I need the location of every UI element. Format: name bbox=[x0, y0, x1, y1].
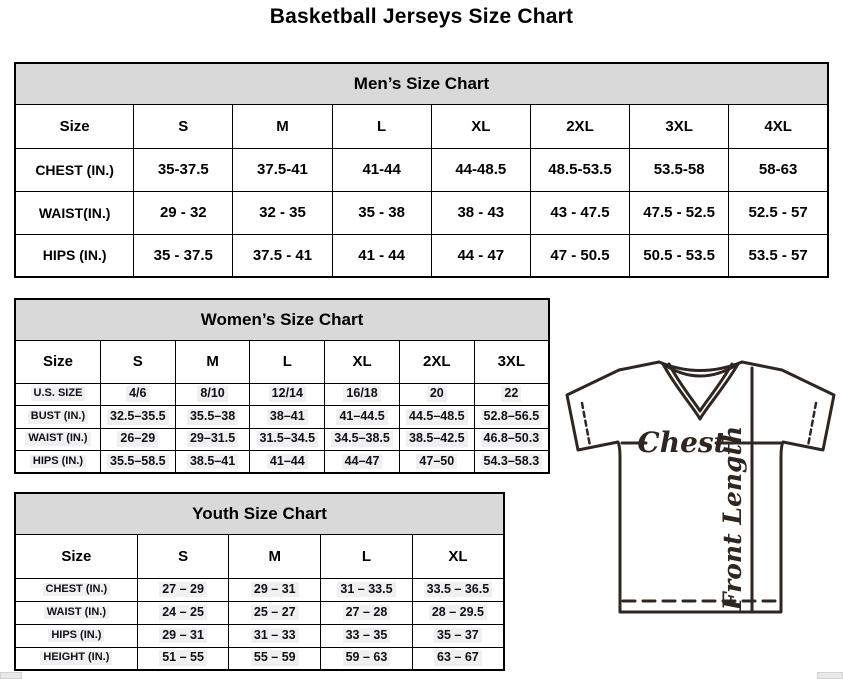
column-header: L bbox=[332, 104, 431, 148]
size-value-cell: 25 – 27 bbox=[229, 601, 321, 624]
size-value-cell: 51 – 55 bbox=[137, 647, 229, 670]
size-value-cell: 35-37.5 bbox=[134, 148, 233, 191]
row-label: WAIST (IN.) bbox=[15, 601, 137, 624]
column-header: M bbox=[233, 104, 332, 148]
column-header: S bbox=[137, 534, 229, 578]
size-value-cell: 27 – 29 bbox=[137, 578, 229, 601]
left-cuff-dashed-line bbox=[582, 403, 590, 446]
youth-size-table bbox=[14, 492, 505, 671]
youth-size-table-container bbox=[14, 492, 505, 669]
table-row bbox=[15, 234, 828, 277]
size-value-cell: 24 – 25 bbox=[137, 601, 229, 624]
size-value-cell: 33.5 – 36.5 bbox=[412, 578, 504, 601]
column-header: L bbox=[321, 534, 413, 578]
size-value-cell: 34.5–38.5 bbox=[325, 428, 400, 451]
row-label: CHEST (IN.) bbox=[15, 578, 137, 601]
size-value-cell: 37.5 - 41 bbox=[233, 234, 332, 277]
column-header: 2XL bbox=[399, 340, 474, 383]
row-label: WAIST (IN.) bbox=[15, 428, 100, 451]
size-value-cell: 55 – 59 bbox=[229, 647, 321, 670]
size-value-cell: 58-63 bbox=[729, 148, 828, 191]
column-header: XL bbox=[412, 534, 504, 578]
mens-size-table-container bbox=[14, 62, 829, 276]
row-label: BUST (IN.) bbox=[15, 406, 100, 429]
row-label: U.S. SIZE bbox=[15, 383, 100, 406]
table-row bbox=[15, 647, 504, 670]
size-value-cell: 37.5-41 bbox=[233, 148, 332, 191]
size-value-cell: 47 - 50.5 bbox=[530, 234, 629, 277]
size-value-cell: 26–29 bbox=[100, 428, 175, 451]
size-value-cell: 4/6 bbox=[100, 383, 175, 406]
size-value-cell: 50.5 - 53.5 bbox=[630, 234, 729, 277]
size-value-cell: 41–44.5 bbox=[325, 406, 400, 429]
scrollbar-fragment-left[interactable] bbox=[0, 672, 22, 679]
size-value-cell: 46.8–50.3 bbox=[474, 428, 549, 451]
size-value-cell: 44 - 47 bbox=[431, 234, 530, 277]
size-value-cell: 12/14 bbox=[250, 383, 325, 406]
column-header: 4XL bbox=[729, 104, 828, 148]
table-row bbox=[15, 148, 828, 191]
size-value-cell: 63 – 67 bbox=[412, 647, 504, 670]
row-label: HIPS (IN.) bbox=[15, 451, 100, 474]
size-value-cell: 38–41 bbox=[250, 406, 325, 429]
column-header: Size bbox=[15, 104, 134, 148]
front-length-label: Front Length bbox=[718, 425, 747, 611]
size-value-cell: 29 – 31 bbox=[229, 578, 321, 601]
size-value-cell: 52.8–56.5 bbox=[474, 406, 549, 429]
size-value-cell: 41–44 bbox=[250, 451, 325, 474]
column-header-row bbox=[15, 534, 504, 578]
size-value-cell: 38 - 43 bbox=[431, 191, 530, 234]
size-value-cell: 54.3–58.3 bbox=[474, 451, 549, 474]
table-title: Women’s Size Chart bbox=[15, 299, 549, 340]
size-value-cell: 38.5–42.5 bbox=[399, 428, 474, 451]
jersey-measurement-diagram bbox=[556, 352, 842, 634]
column-header: Size bbox=[15, 534, 137, 578]
row-label: HIPS (IN.) bbox=[15, 624, 137, 647]
column-header: XL bbox=[431, 104, 530, 148]
column-header: S bbox=[100, 340, 175, 383]
womens-size-table bbox=[14, 298, 550, 474]
scrollbar-fragment-right[interactable] bbox=[817, 672, 843, 679]
row-label: CHEST (IN.) bbox=[15, 148, 134, 191]
row-label: HEIGHT (IN.) bbox=[15, 647, 137, 670]
size-value-cell: 16/18 bbox=[325, 383, 400, 406]
column-header: M bbox=[175, 340, 250, 383]
size-value-cell: 31.5–34.5 bbox=[250, 428, 325, 451]
column-header: Size bbox=[15, 340, 100, 383]
jersey-silhouette bbox=[567, 362, 834, 612]
column-header: S bbox=[134, 104, 233, 148]
size-value-cell: 44.5–48.5 bbox=[399, 406, 474, 429]
size-value-cell: 47.5 - 52.5 bbox=[630, 191, 729, 234]
size-value-cell: 35.5–38 bbox=[175, 406, 250, 429]
size-value-cell: 38.5–41 bbox=[175, 451, 250, 474]
size-value-cell: 33 – 35 bbox=[321, 624, 413, 647]
size-value-cell: 35 - 38 bbox=[332, 191, 431, 234]
size-value-cell: 8/10 bbox=[175, 383, 250, 406]
page-title: Basketball Jerseys Size Chart bbox=[269, 5, 574, 28]
column-header: M bbox=[229, 534, 321, 578]
size-value-cell: 43 - 47.5 bbox=[530, 191, 629, 234]
table-row bbox=[15, 383, 549, 406]
column-header-row bbox=[15, 104, 828, 148]
size-value-cell: 35.5–58.5 bbox=[100, 451, 175, 474]
column-header: XL bbox=[325, 340, 400, 383]
size-value-cell: 22 bbox=[474, 383, 549, 406]
table-row bbox=[15, 624, 504, 647]
womens-size-table-container bbox=[14, 298, 550, 472]
right-cuff-dashed-line bbox=[808, 403, 816, 446]
size-value-cell: 52.5 - 57 bbox=[729, 191, 828, 234]
table-row bbox=[15, 601, 504, 624]
column-header: 3XL bbox=[630, 104, 729, 148]
size-value-cell: 29–31.5 bbox=[175, 428, 250, 451]
table-row bbox=[15, 406, 549, 429]
size-value-cell: 35 – 37 bbox=[412, 624, 504, 647]
size-value-cell: 44–47 bbox=[325, 451, 400, 474]
size-value-cell: 27 – 28 bbox=[321, 601, 413, 624]
size-value-cell: 31 – 33 bbox=[229, 624, 321, 647]
column-header-row bbox=[15, 340, 549, 383]
size-value-cell: 59 – 63 bbox=[321, 647, 413, 670]
size-value-cell: 32.5–35.5 bbox=[100, 406, 175, 429]
table-title: Men’s Size Chart bbox=[15, 63, 828, 104]
row-label: WAIST(IN.) bbox=[15, 191, 134, 234]
size-value-cell: 29 - 32 bbox=[134, 191, 233, 234]
chest-label: Chest bbox=[637, 426, 727, 459]
size-value-cell: 53.5-58 bbox=[630, 148, 729, 191]
size-value-cell: 28 – 29.5 bbox=[412, 601, 504, 624]
size-value-cell: 29 – 31 bbox=[137, 624, 229, 647]
column-header: 3XL bbox=[474, 340, 549, 383]
table-row bbox=[15, 428, 549, 451]
size-value-cell: 20 bbox=[399, 383, 474, 406]
size-value-cell: 44-48.5 bbox=[431, 148, 530, 191]
jersey-outline-icon bbox=[556, 352, 842, 634]
size-value-cell: 35 - 37.5 bbox=[134, 234, 233, 277]
mens-size-table bbox=[14, 62, 829, 278]
table-row bbox=[15, 451, 549, 474]
size-value-cell: 41-44 bbox=[332, 148, 431, 191]
column-header: L bbox=[250, 340, 325, 383]
size-value-cell: 47–50 bbox=[399, 451, 474, 474]
size-value-cell: 48.5-53.5 bbox=[530, 148, 629, 191]
row-label: HIPS (IN.) bbox=[15, 234, 134, 277]
column-header: 2XL bbox=[530, 104, 629, 148]
size-value-cell: 53.5 - 57 bbox=[729, 234, 828, 277]
table-title: Youth Size Chart bbox=[15, 493, 504, 534]
table-row bbox=[15, 578, 504, 601]
size-value-cell: 41 - 44 bbox=[332, 234, 431, 277]
table-row bbox=[15, 191, 828, 234]
size-value-cell: 31 – 33.5 bbox=[321, 578, 413, 601]
size-value-cell: 32 - 35 bbox=[233, 191, 332, 234]
